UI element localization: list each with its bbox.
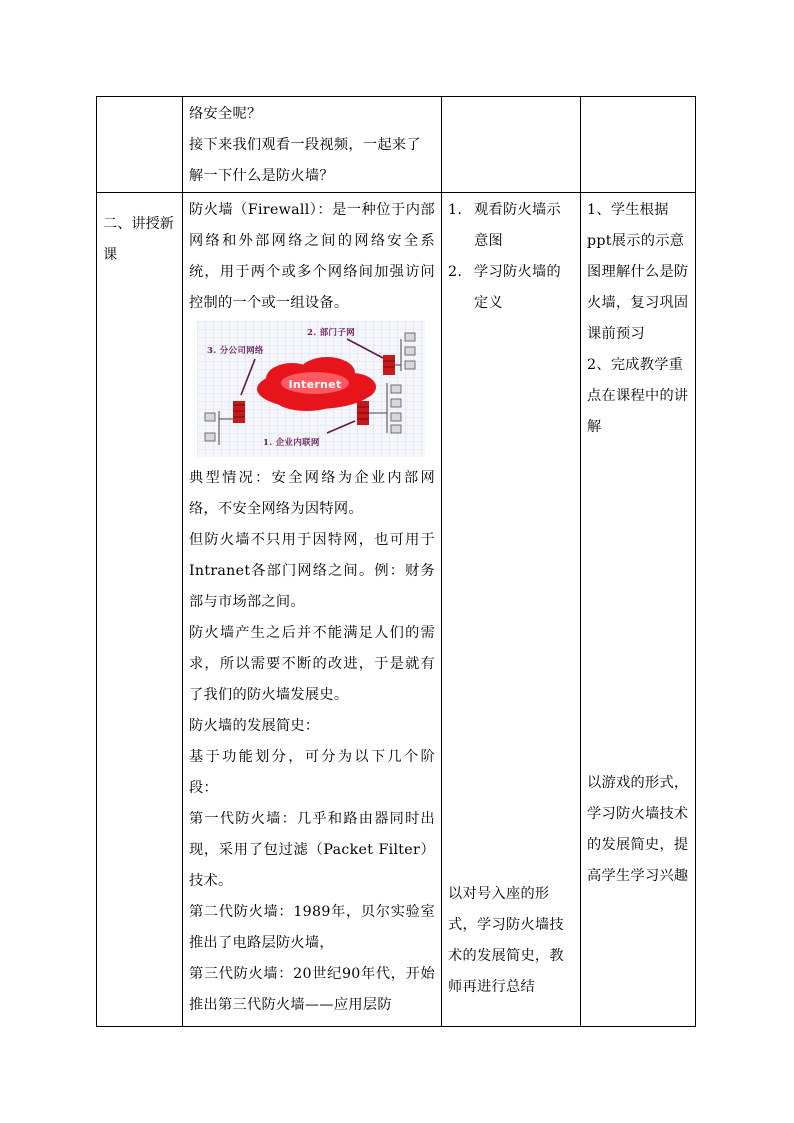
- content-paragraph: 第二代防火墙：1989年，贝尔实验室推出了电路层防火墙，: [189, 904, 435, 951]
- intranet-label: 1. 企业内联网: [263, 438, 320, 448]
- list-number: 2.: [448, 264, 463, 280]
- internet-label: Internet: [288, 378, 342, 391]
- content-paragraph: 防火墙（Firewall）：是一种位于内部网络和外部网络之间的网络安全系统，用于两个或多个网络间加强访问控制的一个或一组设备。: [189, 202, 435, 311]
- design-intent-text: 以游戏的形式，学习防火墙技术的发展简史，提高学生学习兴趣: [587, 775, 689, 884]
- list-text: 学习防火墙的定义: [474, 264, 561, 311]
- design-intent-text: 2、完成教学重点在课程中的讲解: [587, 357, 689, 435]
- stage-cell: [97, 97, 183, 193]
- list-number: 1.: [448, 202, 463, 218]
- table-row: [97, 193, 696, 1027]
- stage-cell: [97, 193, 183, 1027]
- content-cell: [183, 193, 442, 1027]
- design-intent-cell: [581, 97, 696, 193]
- content-paragraph: 基于功能划分，可分为以下几个阶段：: [189, 749, 435, 796]
- content-paragraph: 防火墙产生之后并不能满足人们的需求，所以需要不断的改进，于是就有了我们的防火墙发展史。: [189, 625, 435, 703]
- content-cell: [183, 97, 442, 193]
- content-paragraph: 但防火墙不只用于因特网，也可用于Intranet各部门网络之间。例：财务部与市场部之间。: [189, 532, 435, 610]
- table-row: [97, 97, 696, 193]
- student-activity-cell: [442, 97, 581, 193]
- firewall-icon: [357, 401, 369, 425]
- list-text: 观看防火墙示意图: [474, 202, 561, 249]
- firewall-icon: [383, 355, 395, 375]
- design-intent-cell: [581, 193, 696, 1027]
- content-line: 络安全呢？: [189, 106, 262, 122]
- dept-network-label: 2. 部门子网: [307, 328, 355, 338]
- content-paragraph: 典型情况：安全网络为企业内部网络，不安全网络为因特网。: [189, 470, 435, 517]
- branch-network-label: 3. 分公司网络: [207, 346, 264, 356]
- content-line: 接下来我们观看一段视频，一起来了解一下什么是防火墙？: [189, 137, 421, 184]
- lesson-plan-table: [96, 96, 696, 1027]
- student-activity-cell: [442, 193, 581, 1027]
- student-activity-text: 以对号入座的形式，学习防火墙技术的发展简史，教师再进行总结: [448, 886, 564, 995]
- design-intent-text: 1、学生根据ppt展示的示意图理解什么是防火墙，复习巩固课前预习: [587, 202, 689, 342]
- stage-label: 二、讲授新课: [103, 216, 174, 263]
- list-item: [448, 195, 574, 257]
- student-activity-list: [448, 195, 574, 319]
- content-paragraph: 防火墙的发展简史：: [189, 718, 320, 734]
- list-item: [448, 257, 574, 319]
- firewall-icon: [233, 401, 245, 423]
- content-paragraph: 第一代防火墙：几乎和路由器同时出现，采用了包过滤（Packet Filter）技术。: [189, 811, 435, 889]
- firewall-network-diagram: [197, 321, 425, 457]
- content-paragraph: 第三代防火墙：20世纪90年代，开始推出第三代防火墙——应用层防: [189, 966, 435, 1013]
